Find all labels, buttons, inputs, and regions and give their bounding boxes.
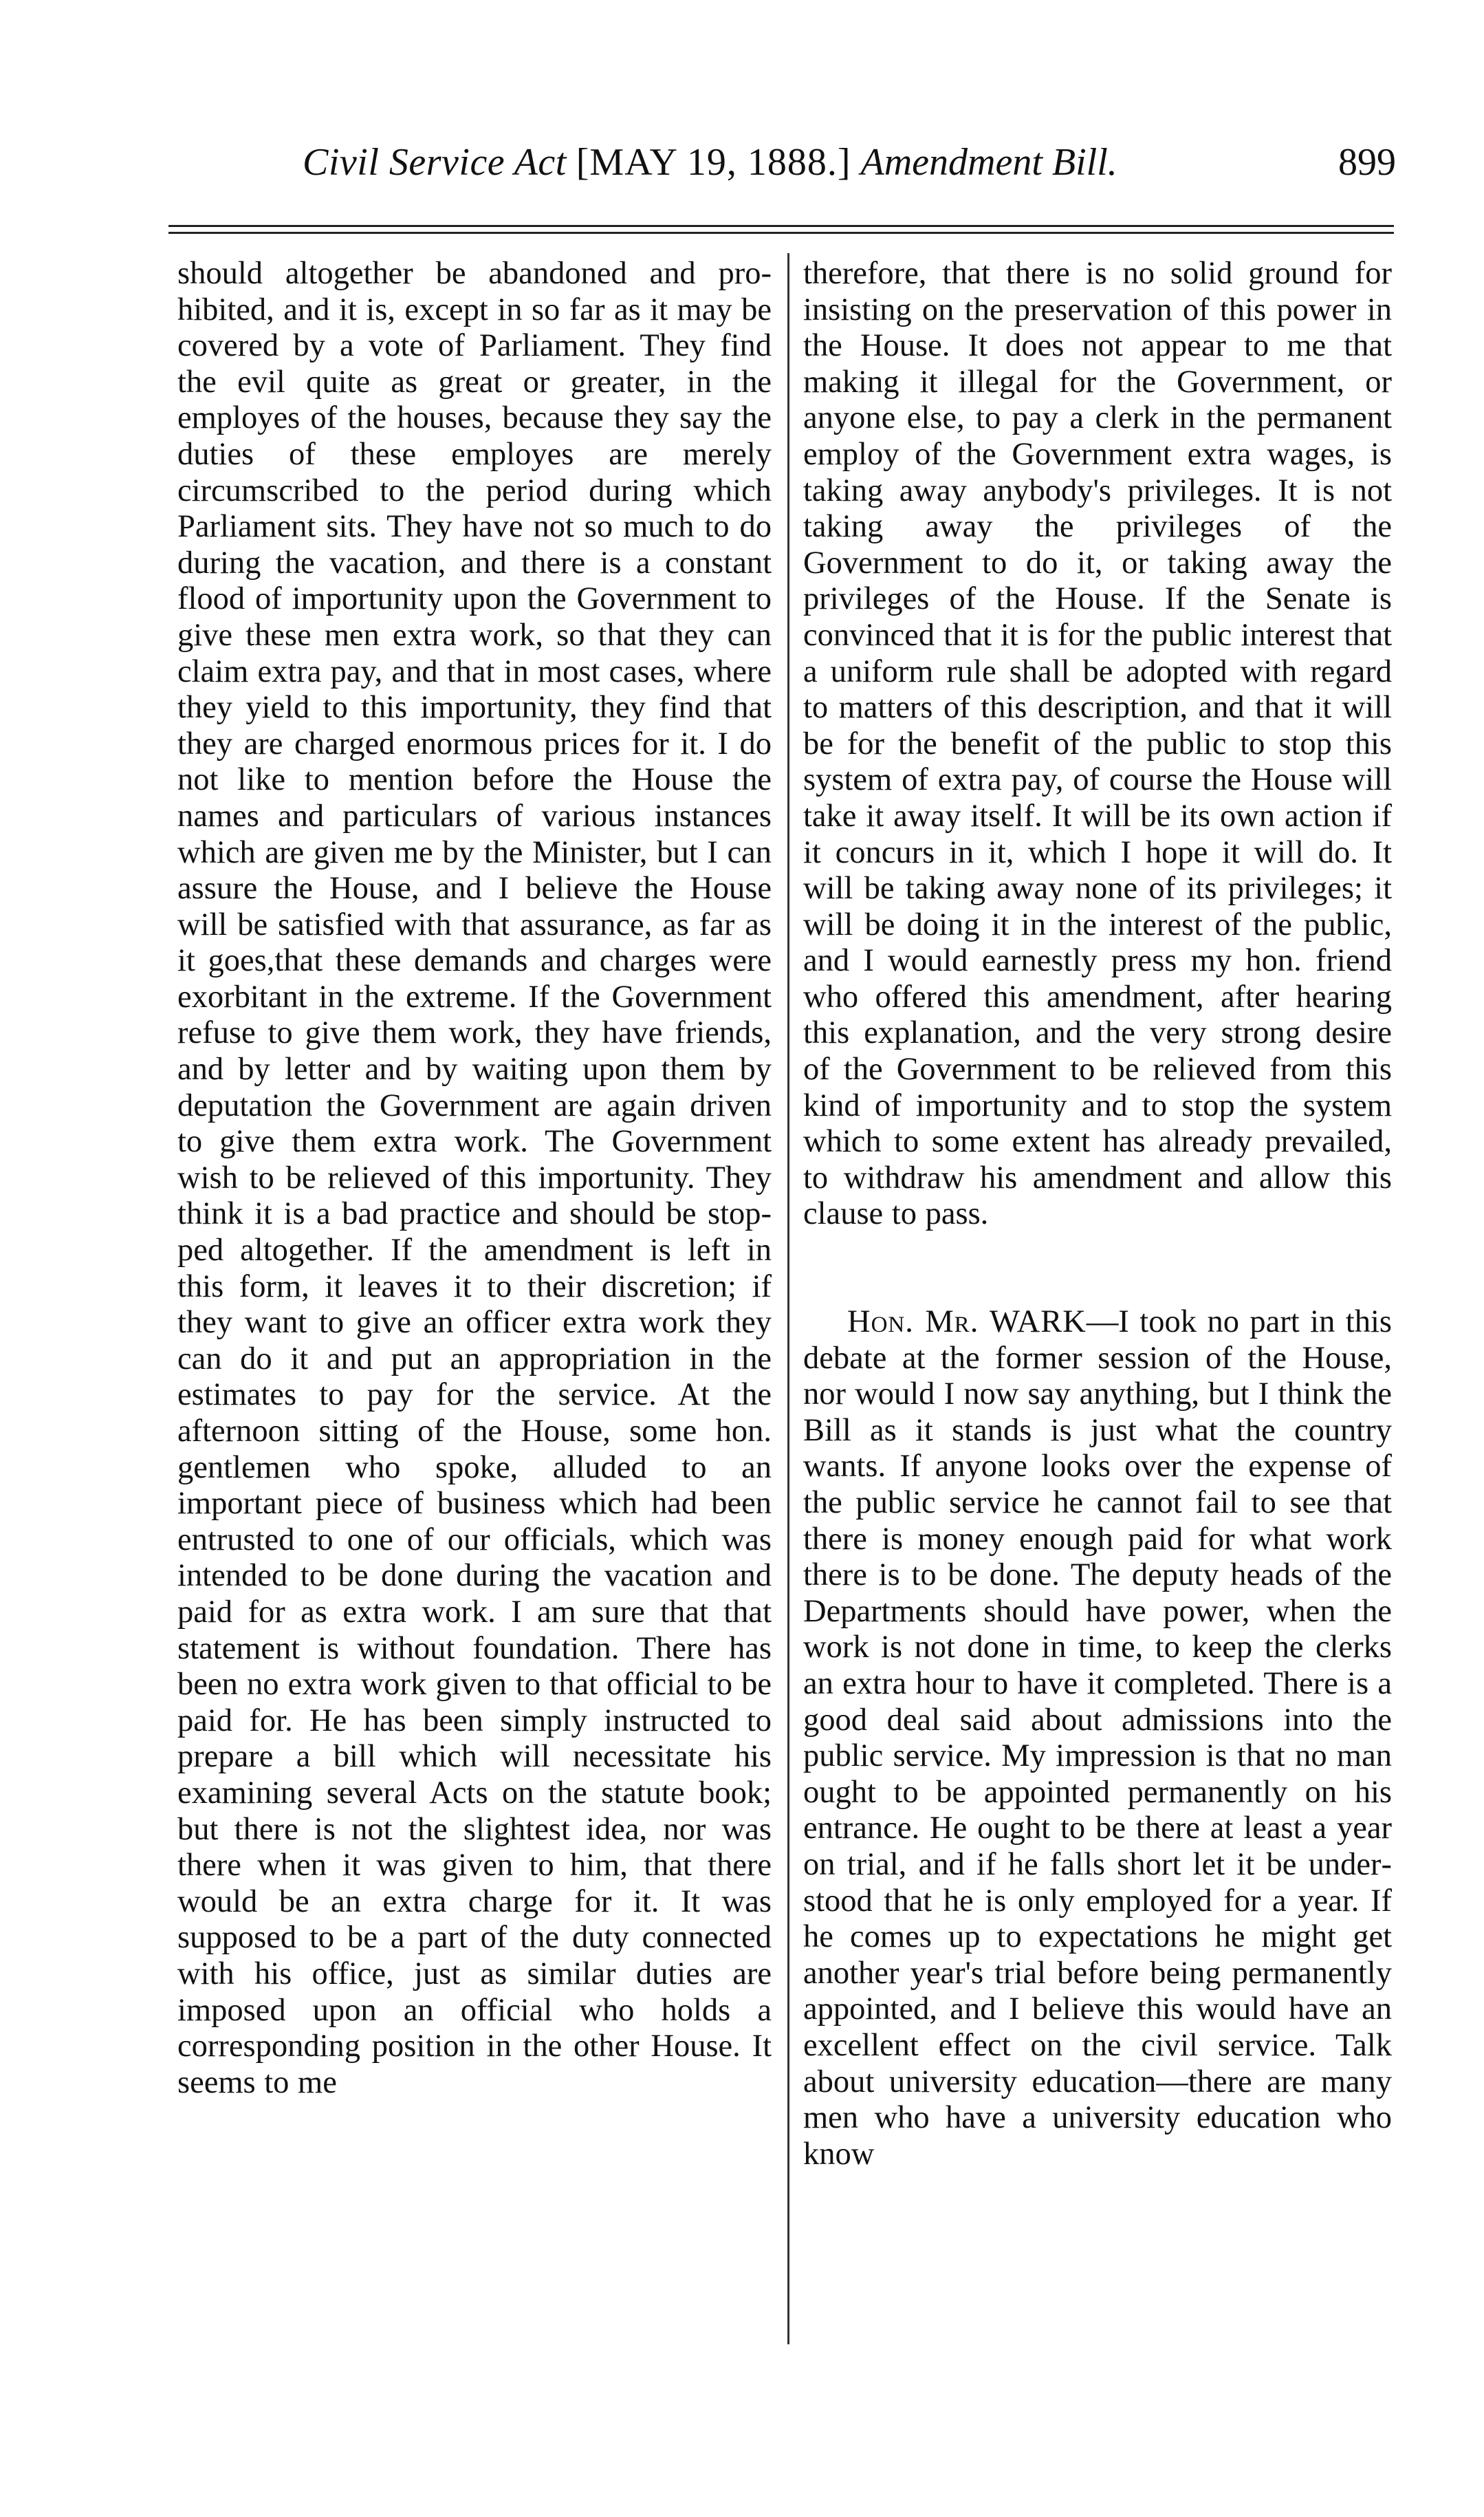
header-rule-top (168, 225, 1394, 227)
right-paragraph-1: therefore, that there is no solid ground for insisting on the preservation of this power in the House. It does not appear to me that making it illegal for the Government, or anyone else, to pay a clerk in the permanent employ of the Government extra wages, is taking away anybody's privileges. It is not taking away the privileges of the Government to do it, or taking away the privileges of the House. If the Senate is convinced that it is for the public interest that a uniform rule shall be adopted with regard to matters of this description, and that it will be for the benefit of the public to stop this system of extra pay, of course the House will take it away itself. It will be its own action if it concurs in it, which I hope it will do. It will be taking away none of its privileges; it will be doing it in the interest of the public, and I would earnestly press my hon. friend who offered this amendment, after hearing this explanation, and the very strong desire of the Government to be relieved from this kind of importunity and to stop the system which to some extent has already prevailed, to withdraw his amendment and allow this clause to pass. (803, 256, 1392, 1232)
header-date: [MAY 19, 1888.] (576, 141, 851, 184)
right-paragraph-2 (803, 1304, 1392, 2172)
left-paragraph: should altogether be abandoned and prohibited, and it is, except in so far as it may be covered by a vote of Parliament. They find the evil quite as great or greater, in the employes of the houses, because they say the duties of these employes are merely circumscribed to the period during which Parliament sits. They have not so much to do during the vacation, and there is a constant flood of importunity upon the Government to give these men extra work, so that they can claim extra pay, and that in most cases, where they yield to this importunity, they find that they are charged enormous prices for it. I do not like to mention before the House the names and particulars of various instances which are given me by the Minister, but I can assure the House, and I believe the House will be satisfied with that assurance, as far as it goes,that these demands and charges were exorbitant in the extreme. If the Government refuse to give them work, they have friends, and by letter and by waiting upon them by deputation the Government are again driven to give them extra work. The Government wish to be relieved of this importunity. They think it is a bad practice and should be stopped altogether. If the amendment is left in this form, it leaves it to their discretion; if they want to give an officer extra work they can do it and put an appropriation in the estimates to pay for the service. At the afternoon sitting of the House, some hon. gentlemen who spoke, alluded to an important piece of business which had been entrusted to one of our officials, which was intended to be done during the vacation and paid for as extra work. I am sure that that statement is without foundation. There has been no extra work given to that official to be paid for. He has been simply instructed to prepare a bill which will necessitate his examining several Acts on the statute book; but there is not the slightest idea, nor was there when it was given to him, that there would be an extra charge for it. It was supposed to be a part of the duty connected with his office, just as similar duties are imposed upon an official who holds a corresponding position in the other House. It seems to me (177, 256, 772, 2100)
speech-text: —I took no part in this debate at the former session of the House, nor would I now say anything, but I think the Bill as it stands is just what the country wants. If anyone looks over the expense of the public service he cannot fail to see that there is money enough paid for what work there is to be done. The deputy heads of the Departments should have power, when the work is not done in time, to keep the clerks an extra hour to have it completed. There is a good deal said about admissions into the public service. My impression is that no man ought to be appointed permanently on his entrance. He ought to be there at least a year on trial, and if he falls short let it be understood that he is only employed for a year. If he comes up to expectations he might get another year's trial before being permanently appointed, and I believe this would have an excellent effect on the civil service. Talk about university education—there are many men who have a university education who know (803, 1304, 1392, 2172)
right-column (803, 256, 1392, 2172)
speaker-name: Hon. Mr. WARK (847, 1304, 1087, 1340)
header-title-right: Amendment Bill. (860, 141, 1117, 184)
header-rule-bottom (168, 232, 1394, 234)
page-number: 899 (1338, 141, 1396, 184)
left-column (177, 256, 772, 2101)
column-divider (787, 253, 789, 2344)
header-title-left: Civil Service Act (303, 141, 567, 184)
running-header (303, 135, 1396, 190)
